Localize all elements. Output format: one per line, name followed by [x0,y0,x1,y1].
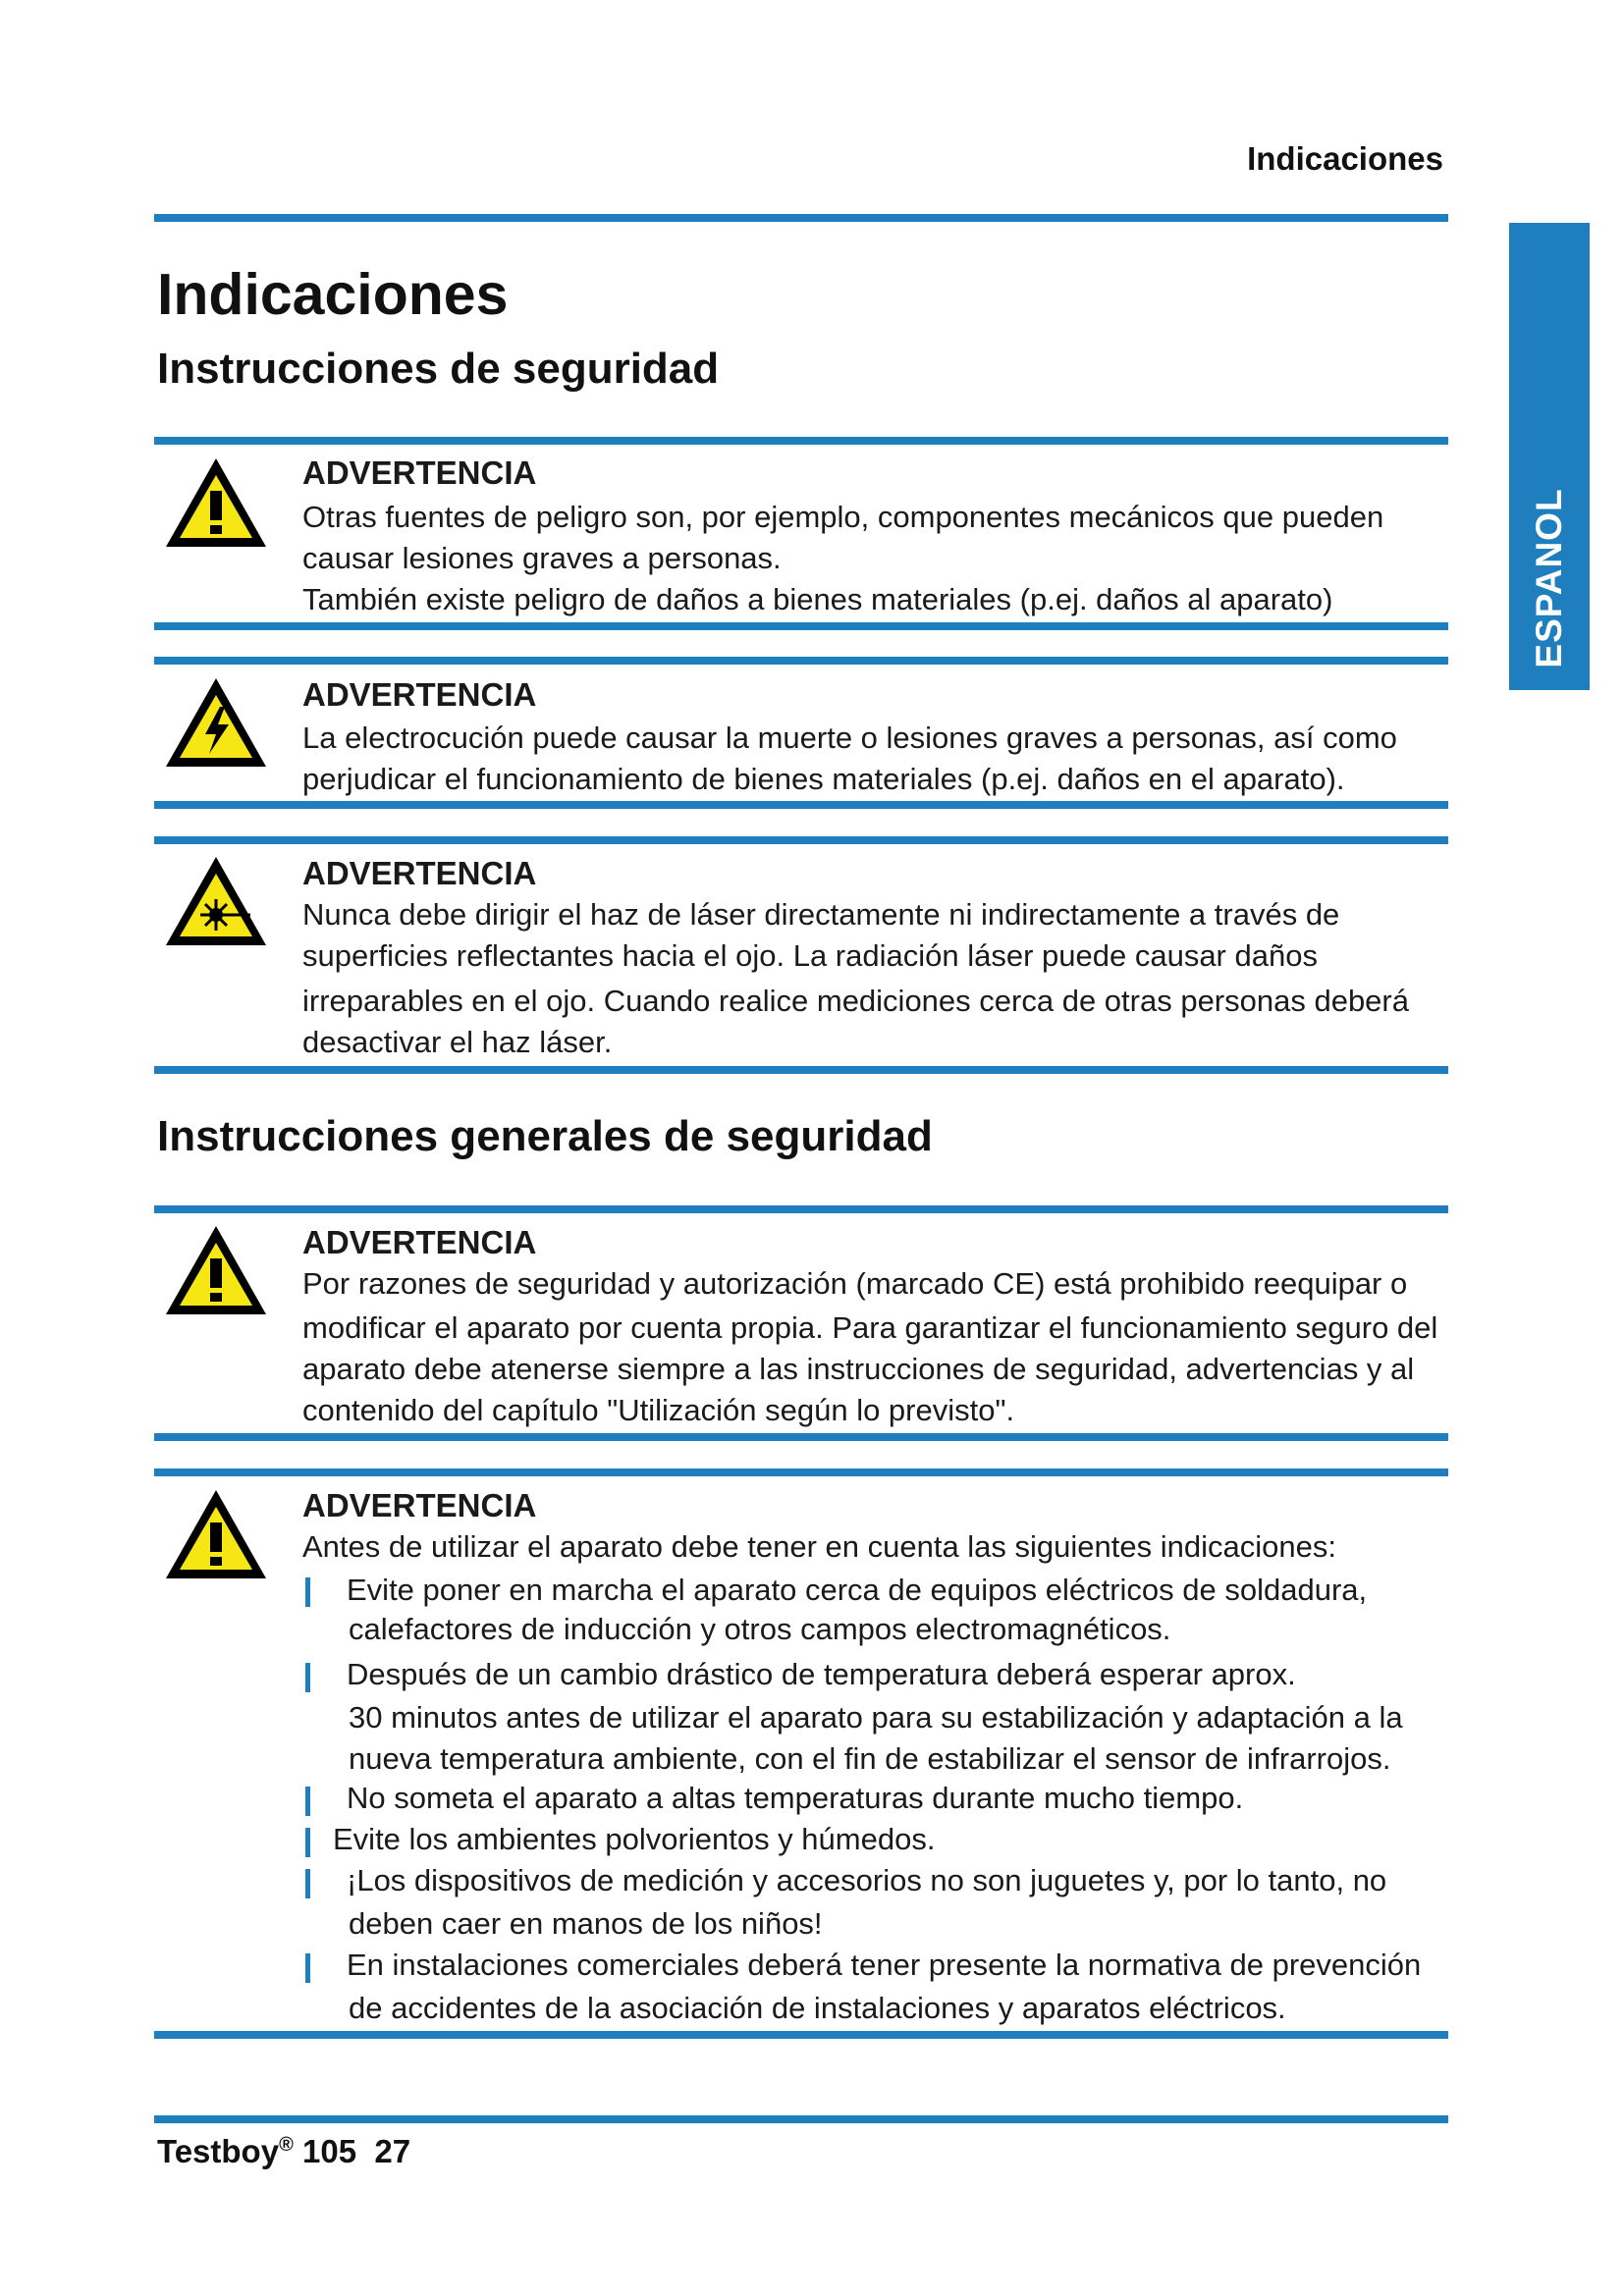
footer-brand: Testboy [157,2133,280,2169]
warning-top-rule [154,1205,1448,1213]
bullet-marker [305,1787,310,1816]
warning-title: ADVERTENCIA [302,454,537,491]
warning-text-line: También existe peligro de daños a bienes materiales (p.ej. daños al aparato) [302,582,1333,616]
warning-text-line: La electrocución puede causar la muerte o lesiones graves a personas, así como [302,721,1397,755]
section-heading: Instrucciones generales de seguridad [157,1112,933,1160]
header-rule [154,214,1448,222]
warning-title: ADVERTENCIA [302,676,537,713]
warning-bottom-rule [154,622,1448,630]
electric-shock-icon [162,673,270,772]
warning-title: ADVERTENCIA [302,855,537,891]
bullet-text-line: Después de un cambio drástico de temperatura deberá esperar aprox. [347,1657,1296,1691]
warning-text-line: Nunca debe dirigir el haz de láser directamente ni indirectamente a través de [302,897,1340,932]
warning-bottom-rule [154,1433,1448,1441]
warning-text-line: irreparables en el ojo. Cuando realice mediciones cerca de otras personas deberá [302,984,1409,1018]
warning-text-line: aparato debe atenerse siempre a las instrucciones de seguridad, advertencias y al [302,1352,1415,1386]
registered-mark: ® [279,2134,294,2156]
warning-text-line: Otras fuentes de peligro son, por ejemplo, componentes mecánicos que pueden [302,500,1384,534]
bullet-text-line: Evite poner en marcha el aparato cerca de equipos eléctricos de soldadura, [347,1573,1368,1607]
section-heading: Instrucciones de seguridad [157,345,720,393]
bullet-text-line: calefactores de inducción y otros campos electromagnéticos. [349,1612,1171,1646]
warning-top-rule [154,836,1448,844]
page-number: 27 [374,2133,411,2169]
warning-bottom-rule [154,2031,1448,2039]
warning-text-line: Por razones de seguridad y autorización (marcado CE) está prohibido reequipar o [302,1266,1408,1301]
bullet-text-line: No someta el aparato a altas temperaturas durante mucho tiempo. [347,1781,1244,1815]
warning-bottom-rule [154,1066,1448,1074]
language-side-tab [1509,223,1590,690]
warning-top-rule [154,1468,1448,1476]
bullet-text-line: de accidentes de la asociación de instalaciones y aparatos eléctricos. [349,1991,1286,2025]
warning-text-line: causar lesiones graves a personas. [302,541,782,575]
page-title: Indicaciones [157,262,509,327]
warning-title: ADVERTENCIA [302,1224,537,1260]
running-header: Indicaciones [1247,140,1443,177]
bullet-marker [305,1663,310,1692]
language-tab-label: ESPANOL [1529,488,1569,668]
warning-top-rule [154,437,1448,445]
general-danger-icon [162,454,270,552]
warning-text-line: perjudicar el funcionamiento de bienes materiales (p.ej. daños en el aparato). [302,762,1345,796]
bullet-marker [305,1869,310,1898]
bullet-text-line: 30 minutos antes de utilizar el aparato para su estabilización y adaptación a la [349,1700,1403,1735]
general-danger-icon [162,1221,270,1319]
warning-text-line: desactivar el haz láser. [302,1025,613,1059]
laser-radiation-icon [162,852,270,950]
bullet-text-line: Evite los ambientes polvorientos y húmedos. [333,1822,936,1856]
bullet-marker [305,1953,310,1983]
warning-bottom-rule [154,801,1448,809]
bullet-text-line: nueva temperatura ambiente, con el fin de estabilizar el sensor de infrarrojos. [349,1741,1391,1776]
warning-text-line: contenido del capítulo "Utilización según lo previsto". [302,1393,1015,1427]
bullet-text-line: En instalaciones comerciales deberá tener presente la normativa de prevención [347,1948,1422,1982]
warning-text-line: modificar el aparato por cuenta propia. Para garantizar el funcionamiento seguro del [302,1310,1438,1345]
bullet-marker [305,1577,310,1607]
warning-text-line: Antes de utilizar el aparato debe tener en cuenta las siguientes indicaciones: [302,1529,1336,1564]
general-danger-icon [162,1485,270,1583]
bullet-text-line: ¡Los dispositivos de medición y accesorios no son juguetes y, por lo tanto, no [347,1863,1387,1897]
footer-model: 105 [302,2133,357,2169]
footer-rule [154,2115,1448,2123]
page-footer [157,2132,410,2171]
bullet-marker [305,1828,310,1857]
warning-title: ADVERTENCIA [302,1487,537,1523]
warning-text-line: superficies reflectantes hacia el ojo. La radiación láser puede causar daños [302,938,1318,973]
warning-top-rule [154,657,1448,665]
bullet-text-line: deben caer en manos de los niños! [349,1906,823,1941]
